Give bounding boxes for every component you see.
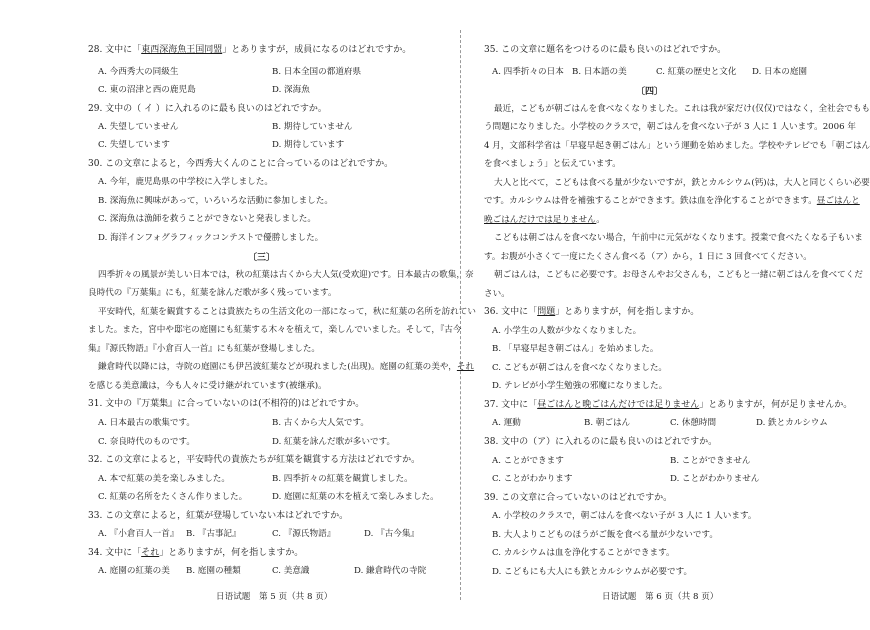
q28-option-a: A. 今西秀大の同級生 [98,67,179,77]
q29-option-c: C. 失望しています [98,140,170,150]
passage-4-p1-line-1: 最近，こどもが朝ごはんを食べなくなりました。これは我が家だけ(仅仅)ではなく，全社会でもも [494,104,870,114]
q29-stem: 29. 文中の（ イ ）に入れるのに最も良いのはどれですか。 [88,104,327,114]
q30-stem: 30. この文章によると，今西秀大くんのことに合っているのはどれですか。 [88,159,394,169]
q36-option-c: C. こどもが朝ごはんを食べなくなりました。 [492,363,668,373]
passage-4-p2-line-3: 晩ごはんだけでは足りません。 [484,215,605,225]
passage-4-p1-line-4: を食べましょう」と伝えています。 [484,159,621,169]
q30-option-a: A. 今年，鹿児島県の中学校に入学しました。 [98,177,273,187]
q30-option-d: D. 海洋インフォグラフィックコンテストで優勝しました。 [98,233,324,243]
q30-option-b: B. 深海魚に興味があって，いろいろな活動に参加しました。 [98,196,333,206]
q28-option-d: D. 深海魚 [272,85,310,95]
q29-option-b: B. 期待していません [272,122,353,132]
passage-4-p1-line-3: 4 月，文部科学省は「早寝早起き朝ごはん」という運動を始めました。学校やテレビでも「朝ごはん [484,141,870,151]
passage-4-p2-line-2: です。カルシウムは骨を補強することができます。鉄は血を浄化することができます。昼ごはんと [484,196,860,206]
q29-option-a: A. 失望していません [98,122,179,132]
q32-option-b: B. 四季折々の紅葉を観賞しました。 [272,474,413,484]
q35-option-a: A. 四季折々の日本 [492,67,564,77]
q32-option-c: C. 紅葉の名所をたくさん作りました。 [98,492,248,502]
q39-option-b: B. 大人よりこどものほうがご飯を食べる量が少ないです。 [492,530,718,540]
page-6-footer: 日语试题 第 6 页（共 8 页） [602,592,719,602]
q38-option-b: B. ことができません [670,456,751,466]
q39-stem: 39. この文章に合っていないのはどれですか。 [484,493,673,503]
passage-4-p4-line-1: 朝ごはんは，こどもに必要です。お母さんやお父さんも，こどもと一緒に朝ごはんを食べてくだ [494,270,863,280]
passage-3-line-1: 四季折々の風景が美しい日本では，秋の紅葉は古くから大人気(受欢迎)です。日本最古の歌集，奈 [98,270,474,280]
passage-4-p3-line-2: す。お腹が小さくて一度にたくさん食べる（ア）から，1 日に 3 回食べてください。 [484,252,812,262]
q37-option-c: C. 休憩時間 [670,418,717,428]
q29-option-d: D. 期待しています [272,140,345,150]
passage-4-p4-line-2: さい。 [484,289,510,299]
q37-stem: 37. 文中に「昼ごはんと晩ごはんだけでは足りません」とありますが，何が足りませんか。 [484,400,853,410]
q32-option-d: D. 庭園に紅葉の木を植えて楽しみました。 [272,492,439,502]
section-three-heading: 〔三〕 [248,253,276,263]
passage-4-p3-line-1: こどもは朝ごはんを食べない場合，午前中に元気がなくなります。授業で食べたくなる子もいま [494,233,863,243]
passage-4-p1-line-2: う問題になりました。小学校のクラスで，朝ごはんを食べない子が 3 人に 1 人います。2006 年 [484,122,856,132]
q33-stem: 33. この文章によると，紅葉が登場していない本はどれですか。 [88,511,349,521]
q33-option-a: A. 『小倉百人一首』 [98,529,179,539]
q37-option-a: A. 運動 [492,418,521,428]
q31-option-a: A. 日本最古の歌集です。 [98,418,195,428]
passage-3-line-6: 鎌倉時代以降には，寺院の庭園にも伊呂波紅葉などが現れました(出现)。庭園の紅葉の美や，それ [98,362,475,372]
q34-option-b: B. 庭園の種類 [186,566,241,576]
q39-option-d: D. こどもにも大人にも鉄とカルシウムが必要です。 [492,567,693,577]
q31-option-b: B. 古くから大人気です。 [272,418,370,428]
q32-stem: 32. この文章によると，平安時代の貴族たちが紅葉を観賞する方法はどれですか。 [88,455,421,465]
q30-option-c: C. 深海魚は漁師を救うことができないと発表しました。 [98,214,316,224]
page-5-footer: 日语试题 第 5 页（共 8 页） [216,592,333,602]
q35-option-b: B. 日本語の美 [572,67,627,77]
q35-option-c: C. 紅葉の歴史と文化 [656,67,737,77]
q38-option-d: D. ことがわかりません [670,474,760,484]
q35-option-d: D. 日本の庭園 [752,67,808,77]
q34-option-a: A. 庭園の紅葉の美 [98,566,170,576]
q28-option-b: B. 日本全国の都道府県 [272,67,362,77]
q39-option-c: C. カルシウムは血を浄化することができます。 [492,548,675,558]
passage-3-line-5: 集』『源氏物語』『小倉百人一首』にも紅葉が登場しました。 [88,344,321,354]
q38-stem: 38. 文中の（ア）に入れるのに最も良いのはどれですか。 [484,437,718,447]
q28-stem: 28. 文中に「東西深海魚王国同盟」とありますが，成員になるのはどれですか。 [88,45,412,55]
q31-stem: 31. 文中の『万葉集』に合っていないのは(不相符的)はどれですか。 [88,399,365,409]
q34-option-d: D. 鎌倉時代の寺院 [354,566,427,576]
q33-option-c: C. 『源氏物語』 [272,529,336,539]
q37-option-d: D. 鉄とカルシウム [756,418,828,428]
q32-option-a: A. 本で紅葉の美を楽しみました。 [98,474,230,484]
q38-option-a: A. ことができます [492,456,564,466]
passage-3-line-7: を感じる美意識は，今も人々に受け継がれています(被继承)。 [88,381,327,391]
passage-3-line-4: ました。また，宮中や邸宅の庭園にも紅葉する木々を植えて，楽しんでいました。そして，『古今 [88,325,462,335]
section-four-heading: 〔四〕 [636,87,664,97]
q31-option-d: D. 紅葉を詠んだ歌が多いです。 [272,437,396,447]
q36-option-b: B. 「早寝早起き朝ごはん」を始めました。 [492,344,659,354]
q38-option-c: C. ことがわかります [492,474,573,484]
q33-option-d: D. 『古今集』 [364,529,420,539]
q34-option-c: C. 美意識 [272,566,310,576]
passage-3-line-2: 良時代の『万葉集』にも，紅葉を詠んだ歌が多く残っています。 [88,288,337,298]
q39-option-a: A. 小学校のクラスで，朝ごはんを食べない子が 3 人に 1 人います。 [492,511,757,521]
q33-option-b: B. 『古事記』 [186,529,241,539]
q36-option-d: D. テレビが小学生勉強の邪魔になりました。 [492,381,668,391]
q34-stem: 34. 文中に「それ」とありますが，何を指しますか。 [88,548,304,558]
q36-stem: 36. 文中に「問題」とありますが，何を指しますか。 [484,307,700,317]
q37-option-b: B. 朝ごはん [584,418,631,428]
q28-option-c: C. 東の沼津と西の鹿児島 [98,85,196,95]
q35-stem: 35. この文章に題名をつけるのに最も良いのはどれですか。 [484,45,727,55]
q36-option-a: A. 小学生の人数が少なくなりました。 [492,326,642,336]
passage-3-line-3: 平安時代，紅葉を観賞することは貴族たちの生活文化の一部になって，秋に紅葉の名所を訪れてい [98,307,476,317]
q31-option-c: C. 奈良時代のものです。 [98,437,195,447]
passage-4-p2-line-1: 大人と比べて，こどもは食べる量が少ないですが，鉄とカルシウム(钙)は，大人と同じくらい必要 [494,178,870,188]
